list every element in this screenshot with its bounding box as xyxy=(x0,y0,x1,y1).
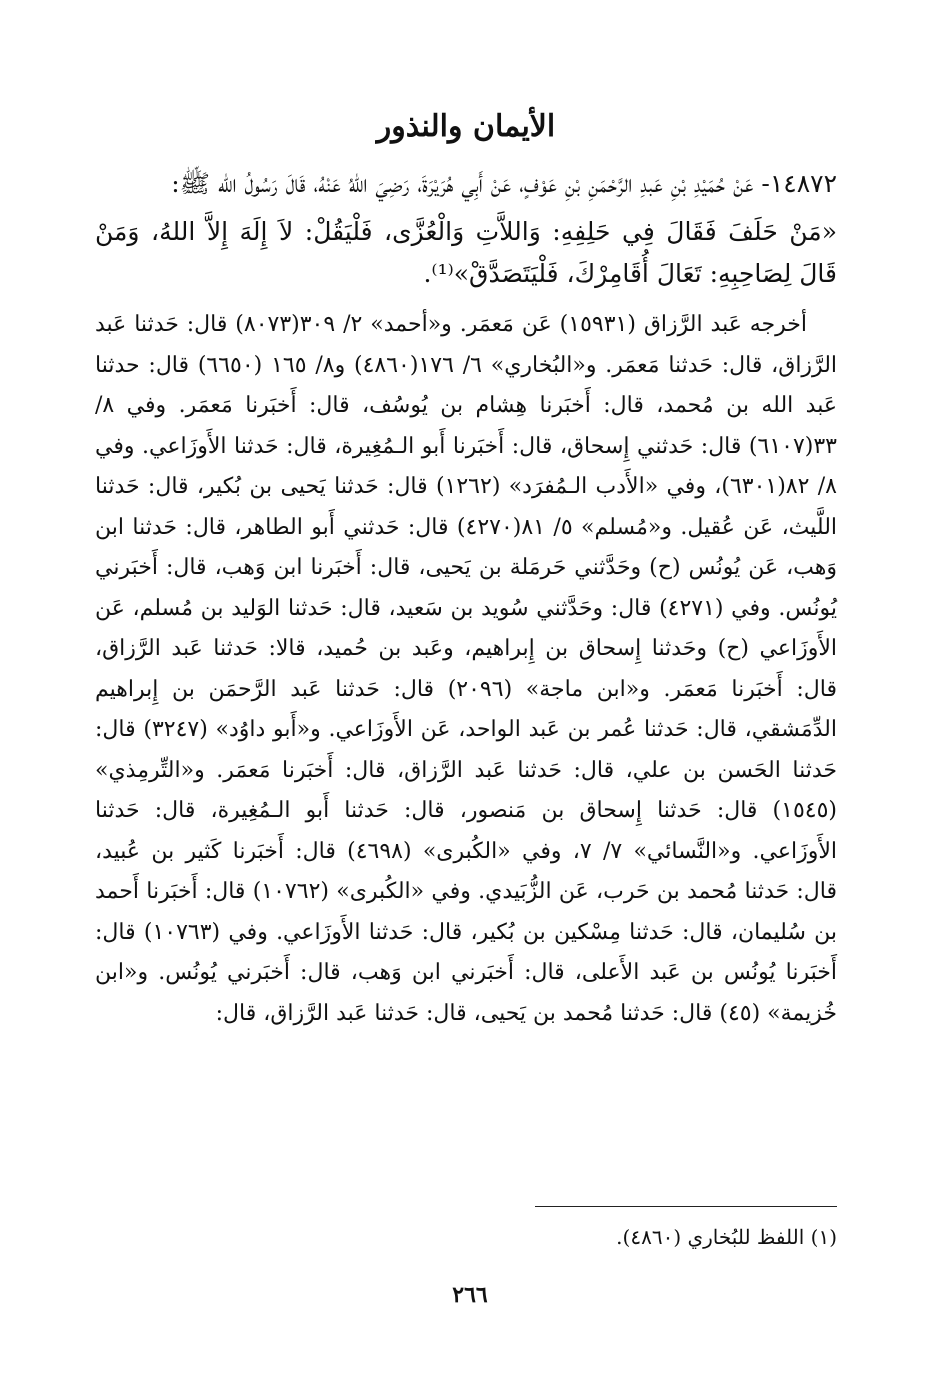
hadith-matn: «مَنْ حَلَفَ فَقَالَ فِي حَلِفِهِ: وَاللاَّتِ وَالْعُزَّى، فَلْيَقُلْ: لاَ إِلَهَ إِلاَّ اللهُ، وَمَنْ قَالَ لِصَاحِبِهِ: تَعَالَ أُقَامِرْكَ، فَلْيَتَصَدَّقْ»⁽¹⁾. xyxy=(95,217,837,288)
chapter-title: الأيمان والنذور xyxy=(376,109,556,144)
footnote-separator xyxy=(535,1206,837,1207)
footnote: (١) اللفظ للبُخاري (٤٨٦٠). xyxy=(616,1225,837,1249)
hadith-isnad: ١٤٨٧٢- عَنْ حُمَيْدِ بْنِ عَبدِ الرَّحْمَنِ بْنِ عَوْفٍ، عَنْ أَبِي هُرَيْرَةَ، رَضِيَ اللهُ عَنْهُ، قَالَ رَسُولُ الله ﷺ: xyxy=(171,169,837,198)
takhrij-paragraph: أخرجه عَبد الرَّزاق (١٥٩٣١) عَن مَعمَر. و«أحمد» ٢/ ٣٠٩(٨٠٧٣) قال: حَدثنا عَبد الرَّزاق، قال: حَدثنا مَعمَر. و«البُخاري» ٦/ ١٧٦(٤٨٦٠) و٨/ ١٦٥ (٦٦٥٠) قال: حدثنا عَبد الله بن مُحمد، قال: أَخبَرنا هِشام بن يُوسُف، قال: أَخبَرنا مَعمَر. وفي ٨/ ٣٣(٦١٠٧) قال: حَدثني إِسحاق، قال: أَخبَرنا أَبو الـمُغِيرة، قال: حَدثنا الأَوزَاعي. وفي ٨/ ٨٢(٦٣٠١)، وفي «الأَدب الـمُفرَد» (١٢٦٢) قال: حَدثنا يَحيى بن بُكير، قال: حَدثنا اللَّيث، عَن عُقيل. و«مُسلم» ٥/ ٨١(٤٢٧٠) قال: حَدثني أَبو الطاهر، قال: حَدثنا ابن وَهب، عَن يُونُس (ح) وحَدَّثني حَرمَلة بن يَحيى، قال: أَخبَرنا ابن وَهب، قال: أَخبَرني يُونُس. وفي (٤٢٧١) قال: وحَدَّثني سُويد بن سَعيد، قال: حَدثنا الوَليد بن مُسلم، عَن الأَوزَاعي (ح) وحَدثنا إِسحاق بن إِبراهيم، وعَبد بن حُميد، قالا: حَدثنا عَبد الرَّزاق، قال: أَخبَرنا مَعمَر. و«ابن ماجة» (٢٠٩٦) قال: حَدثنا عَبد الرَّحمَن بن إِبراهيم الدِّمَشقي، قال: حَدثنا عُمر بن عَبد الواحد، عَن الأَوزَاعي. و«أَبو داوُد» (٣٢٤٧) قال: حَدثنا الحَسن بن علي، قال: حَدثنا عَبد الرَّزاق، قال: أَخبَرنا مَعمَر. و«التِّرمِذي» (١٥٤٥) قال: حَدثنا إِسحاق بن مَنصور، قال: حَدثنا أَبو الـمُغِيرة، قال: حَدثنا الأَوزَاعي. و«النَّسائي» ٧/ ٧، وفي «الكُبرى» (٤٦٩٨) قال: أَخبَرنا كَثير بن عُبيد، قال: حَدثنا مُحمد بن حَرب، عَن الزُّبَيدي. وفي «الكُبرى» (١٠٧٦٢) قال: أَخبَرنا أَحمد بن سُليمان، قال: حَدثنا مِسْكين بن بُكير، قال: حَدثنا الأَوزَاعي. وفي (١٠٧٦٣) قال: أَخبَرنا يُونُس بن عَبد الأَعلى، قال: أَخبَرني ابن وَهب، قال: أَخبَرني يُونُس. و«ابن خُزيمة» (٤٥) قال: حَدثنا مُحمد بن يَحيى، قال: حَدثنا عَبد الرَّزاق، قال: xyxy=(95,312,838,1026)
page-number: ٢٦٦ xyxy=(452,1282,488,1308)
page-body xyxy=(95,105,837,1034)
